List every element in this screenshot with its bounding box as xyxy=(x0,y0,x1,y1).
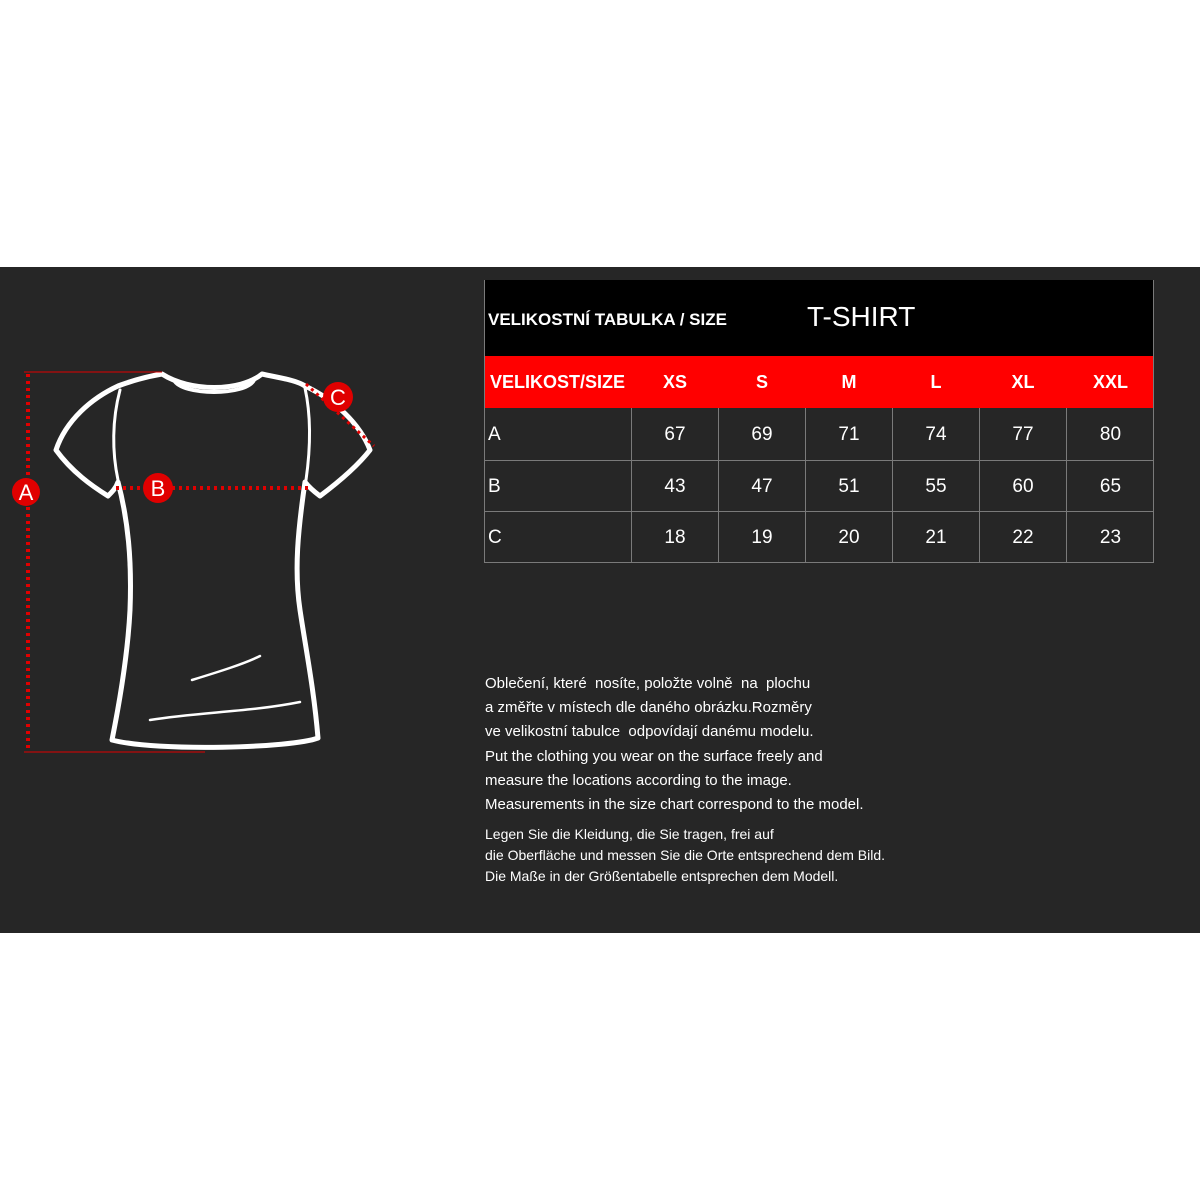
table-divider xyxy=(718,408,719,563)
table-divider xyxy=(805,408,806,563)
table-divider xyxy=(484,511,1154,512)
table-row-c xyxy=(484,512,1154,563)
size-header-s: S xyxy=(755,372,768,392)
marker-b xyxy=(143,473,173,503)
value-cell: 51 xyxy=(838,476,860,497)
table-divider xyxy=(631,408,632,563)
value-cell: 77 xyxy=(1012,424,1034,445)
size-header-xxl: XXL xyxy=(1092,372,1128,392)
value-cell: 69 xyxy=(751,424,773,445)
table-divider xyxy=(1066,408,1067,563)
value-cell: 65 xyxy=(1099,476,1122,497)
value-cell: 18 xyxy=(664,527,686,548)
value-cell: 23 xyxy=(1099,527,1122,548)
row-label: B xyxy=(488,476,501,497)
table-row-a xyxy=(484,409,1154,460)
value-cell: 60 xyxy=(1012,476,1034,497)
table-divider xyxy=(484,460,1154,461)
size-header-xs: XS xyxy=(662,372,687,392)
value-cell: 43 xyxy=(664,476,686,497)
value-cell: 67 xyxy=(664,424,686,445)
value-cell: 20 xyxy=(838,527,860,548)
value-cell: 80 xyxy=(1099,424,1122,445)
table-title-bar xyxy=(484,280,1154,356)
size-header-m: M xyxy=(841,372,857,392)
table-divider xyxy=(484,562,1154,563)
size-column-label: VELIKOST/SIZE xyxy=(489,372,626,392)
table-divider xyxy=(484,280,485,563)
size-header-row xyxy=(484,356,1154,408)
value-cell: 71 xyxy=(838,424,860,445)
instructions-english: Put the clothing you wear on the surface freely and measure the locations according to the image. Measurements in the size chart correspond to the model. xyxy=(485,748,864,813)
value-cell: 19 xyxy=(751,527,773,548)
value-cell: 21 xyxy=(925,527,947,548)
marker-c-label: C xyxy=(330,385,346,410)
value-cell: 74 xyxy=(925,424,947,445)
size-header-l: L xyxy=(930,372,942,392)
row-label: A xyxy=(488,424,501,445)
marker-a-label: A xyxy=(18,480,34,505)
value-cell: 47 xyxy=(751,476,773,497)
table-row-b xyxy=(484,461,1154,512)
marker-a xyxy=(12,478,40,506)
product-name: T-SHIRT xyxy=(807,301,916,332)
marker-c xyxy=(323,382,353,412)
size-header-xl: XL xyxy=(1011,372,1035,392)
tshirt-outline xyxy=(56,374,370,747)
row-label: C xyxy=(488,527,502,548)
value-cell: 55 xyxy=(925,476,947,497)
instructions-czech: Oblečení, které nosíte, položte volně na plochu a změřte v místech dle daného obrázku.Rozměry ve velikostní tabulce odpovídají danému modelu. xyxy=(485,675,814,740)
table-divider xyxy=(1153,280,1154,563)
table-divider xyxy=(892,408,893,563)
table-divider xyxy=(979,408,980,563)
table-title: VELIKOSTNÍ TABULKA / SIZE xyxy=(488,310,727,329)
marker-b-label: B xyxy=(150,476,166,501)
instructions-german: Legen Sie die Kleidung, die Sie tragen, frei auf die Oberfläche und messen Sie die Orte entsprechend dem Bild. Die Maße in der Größentabelle entsprechen dem Modell. xyxy=(485,826,886,884)
value-cell: 22 xyxy=(1012,527,1034,548)
